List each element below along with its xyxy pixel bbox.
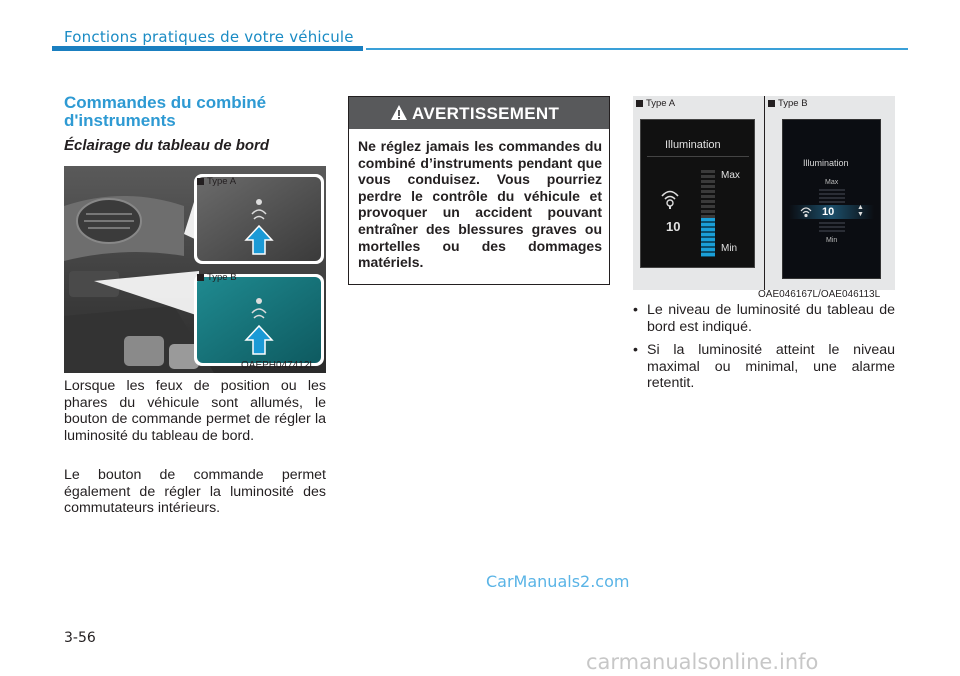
header-rule-light (366, 48, 908, 50)
screen-type-b (782, 119, 881, 279)
page-number: 3-56 (64, 630, 96, 646)
list-item: • Le niveau de luminosité du tableau de bord est indiqué. (633, 302, 895, 335)
figure-right-caption: OAE046167L/OAE046113L (758, 289, 881, 300)
figure-left-type-b-label: Type B (197, 272, 237, 283)
warning-heading: AVERTISSEMENT (412, 104, 560, 123)
screen-b-value: 10 (822, 206, 835, 218)
warning-triangle-icon (390, 104, 408, 121)
footer-watermark: carmanualsonline.info (586, 650, 819, 674)
bullet-list (633, 302, 895, 399)
figure-right-type-b-label: Type B (768, 98, 808, 109)
screen-b-min: Min (826, 237, 838, 244)
screen-b-title: Illumination (803, 158, 849, 168)
list-item: • Si la luminosité atteint le niveau maximal ou minimal, une alarme retentit. (633, 342, 895, 392)
figure-right-type-a-label: Type A (636, 98, 675, 109)
chapter-title: Fonctions pratiques de votre véhicule (64, 28, 354, 46)
section-title: Commandes du combiné d'instruments (64, 93, 267, 130)
figure-left-caption: OAEPH047412L (241, 360, 315, 371)
watermark-link[interactable]: CarManuals2.com (486, 572, 630, 591)
illumination-icon (659, 188, 681, 210)
screen-a-min: Min (721, 243, 738, 254)
screen-b-illumination-icon (799, 206, 813, 218)
screen-b-bars-top (819, 189, 845, 203)
screen-b-bars-bottom (819, 222, 845, 234)
header-rule-dark (52, 46, 363, 51)
warning-text: Ne réglez jamais les commandes du combiné d’instruments pendant que vous conduisez. Vous pourriez perdre le contrôle du véhicule et provoquer un accident pouvant entraîner des blessures graves ou mortelles ou des dommages matériels. (358, 138, 602, 271)
screen-a-rule (647, 156, 749, 157)
square-bullet-icon (197, 178, 204, 185)
square-bullet-icon (636, 100, 643, 107)
screen-a-level-bar (701, 170, 715, 257)
square-bullet-icon (768, 100, 775, 107)
dashboard-illustration (64, 166, 326, 373)
body-paragraph-2: Le bouton de commande permet également de régler la luminosité des commutateurs intérieurs. (64, 467, 326, 516)
screen-b-arrows-icon: ▲ ▼ (857, 204, 864, 218)
figure-divider (764, 96, 765, 290)
screen-type-a (640, 119, 755, 268)
dashboard-figure (64, 166, 326, 373)
screen-a-title: Illumination (665, 139, 721, 151)
section-subtitle: Éclairage du tableau de bord (64, 137, 270, 154)
screen-a-level-fill (701, 218, 715, 257)
square-bullet-icon (197, 274, 204, 281)
body-paragraph-1: Lorsque les feux de position ou les phares du véhicule sont allumés, le bouton de commande permet de régler la luminosité du tableau de bord. (64, 378, 326, 444)
screen-a-value: 10 (666, 219, 681, 234)
screen-a-max: Max (721, 170, 740, 181)
figure-left-type-a-label: Type A (197, 176, 236, 187)
screen-b-max: Max (825, 179, 839, 186)
